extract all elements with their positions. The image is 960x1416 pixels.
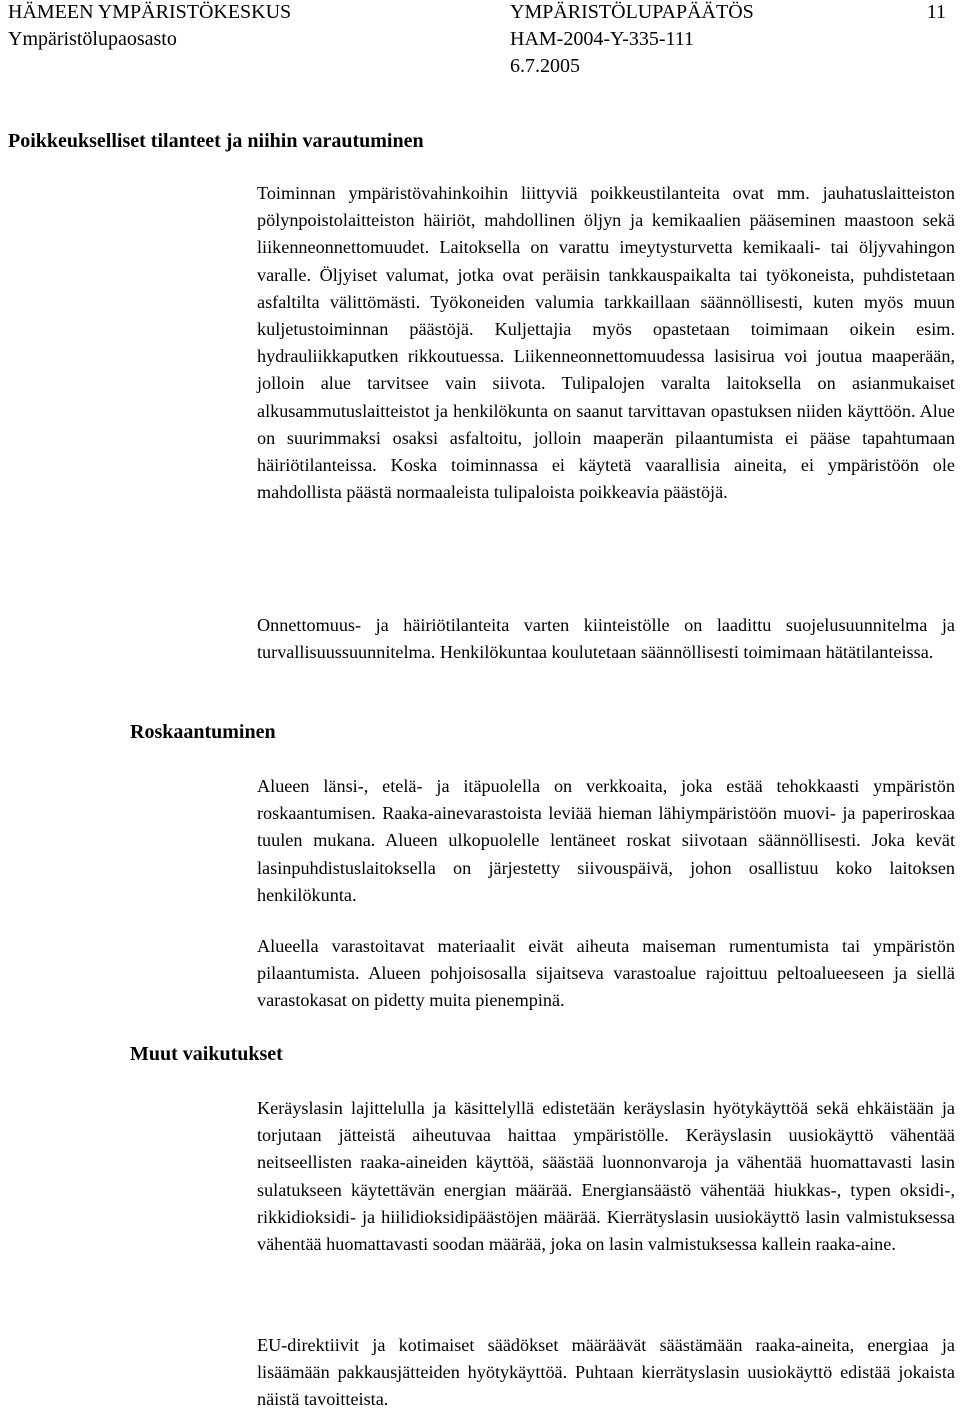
section-heading: Roskaantuminen — [130, 721, 276, 743]
paragraph: EU-direktiivit ja kotimaiset säädökset määräävät säästämään raaka-aineita, energiaa ja lisäämään pakkausjätteiden hyötykäyttöä. Puhtaan kierrätyslasin uusiokäyttö edistää jokaista näistä tavoitteista. — [257, 1335, 955, 1410]
page-number: 11 — [926, 1, 946, 23]
organization-name: HÄMEEN YMPÄRISTÖKESKUS — [8, 1, 292, 23]
document-type: YMPÄRISTÖLUPAPÄÄTÖS — [510, 1, 754, 23]
paragraph: Alueella varastoitavat materiaalit eivät aiheuta maiseman rumentumista tai ympäristön pilaantumista. Alueen pohjoisosalla sijaitseva varastoalue rajoittuu peltoalueeseen ja siellä varastokasat on pidetty muita pienempinä. — [257, 936, 955, 1011]
paragraph: Onnettomuus- ja häiriötilanteita varten kiinteistölle on laadittu suojelusuunnitelma ja turvallisuussuunnitelma. Henkilökuntaa koulutetaan säännöllisesti toimimaan hätätilanteissa. — [257, 615, 955, 663]
section-heading: Muut vaikutukset — [130, 1043, 283, 1065]
section-heading: Poikkeukselliset tilanteet ja niihin varautuminen — [8, 130, 424, 152]
document-date: 6.7.2005 — [510, 55, 580, 77]
department-name: Ympäristölupaosasto — [8, 28, 177, 50]
paragraph: Toiminnan ympäristövahinkoihin liittyviä poikkeustilanteita ovat mm. jauhatuslaitteiston pölynpoistolaitteiston häiriöt, mahdollinen öljyn ja kemikaalien pääseminen maastoon sekä liikenneonnettomuudet. Laitoksella on varattu imeytysturvetta kemikaali- tai öljyvahingon varalle. Öljyiset valumat, jotka ovat peräisin tankkauspaikalta tai työkoneista, puhdistetaan asfaltilta välittömästi. Työkoneiden valumia tarkkaillaan säännöllisesti, kuten myös muun kuljetustoiminnan päästöjä. Kuljettajia myös opastetaan toimimaan oikein esim. hydrauliikkaputken rikkoutuessa. Liikenneonnettomuudessa lasisirua voi joutua maaperään, jolloin alue tarvitsee vain siivota. Tulipalojen varalta laitoksella on asianmukaiset alkusammutuslaitteistot ja henkilökunta on saanut tarvittavan opastuksen niiden käyttöön. Alue on suurimmaksi osaksi asfaltoitu, jolloin maaperän pilaantumista ei pääse tapahtumaan häiriötilanteissa. Koska toiminnassa ei käytetä vaarallisia aineita, ei ympäristöön ole mahdollista päästä normaaleista tulipaloista poikkeavia päästöjä. — [257, 183, 955, 503]
document-reference: HAM-2004-Y-335-111 — [510, 28, 695, 50]
paragraph: Keräyslasin lajittelulla ja käsittelyllä edistetään keräyslasin hyötykäyttöä sekä ehkäistään ja torjutaan jätteistä aiheutuvaa haittaa ympäristölle. Keräyslasin uusiokäyttö vähentää neitseellisten raaka-aineiden käyttöä, säästää luonnonvaroja ja vähentää huomattavasti lasin sulatukseen käytettävän energian määrää. Energiansäästö vähentää hiukkas-, typen oksidi-, rikkidioksidi- ja hiilidioksidipäästöjen määrää. Kierrätyslasin uusiokäyttö lasin valmistuksessa vähentää huomattavasti soodan määrää, joka on lasin valmistuksessa kallein raaka-aine. — [257, 1098, 955, 1255]
paragraph: Alueen länsi-, etelä- ja itäpuolella on verkkoaita, joka estää tehokkaasti ympäristön roskaantumisen. Raaka-ainevarastoista leviää hieman lähiympäristöön muovi- ja paperiroskaa tuulen mukana. Alueen ulkopuolelle lentäneet roskat siivotaan säännöllisesti. Joka kevät lasinpuhdistuslaitoksella on järjestetty siivouspäivä, johon osallistuu koko laitoksen henkilökunta. — [257, 776, 955, 905]
